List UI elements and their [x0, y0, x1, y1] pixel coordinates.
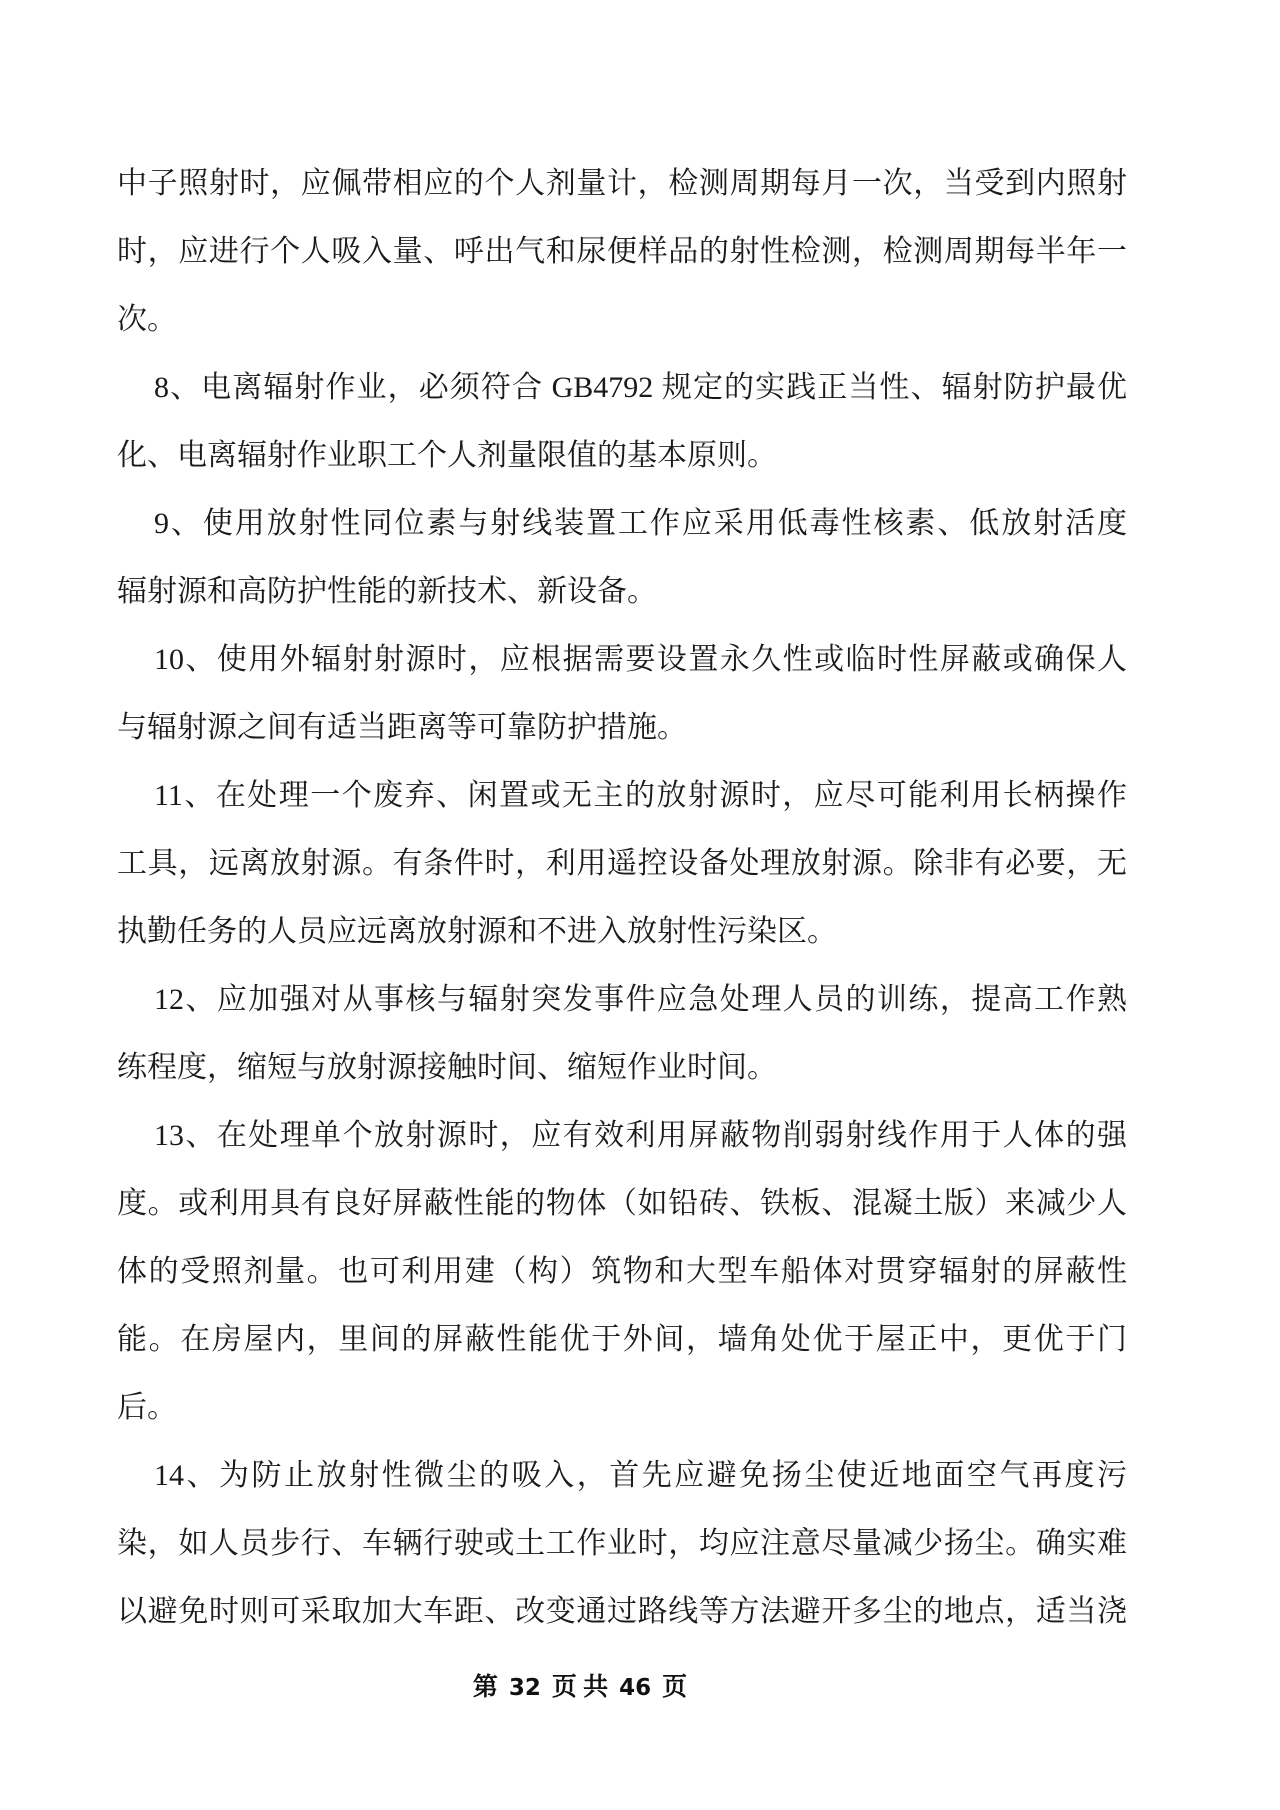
footer-page-label-prefix: 第 — [472, 1674, 498, 1701]
footer-total-number: 46 — [619, 1675, 652, 1701]
footer-page-label-suffix: 页 — [662, 1674, 688, 1701]
text-line: 辐射源和高防护性能的新技术、新设备。 — [117, 575, 657, 608]
text-line: 中子照射时，应佩带相应的个人剂量计，检测周期每月一次，当受到内照射 — [117, 167, 1127, 200]
text-line: 后。 — [117, 1391, 177, 1424]
text-line: 13、在处理单个放射源时，应有效利用屏蔽物削弱射线作用于人体的强 — [154, 1119, 1127, 1152]
page-footer — [0, 1668, 1160, 1708]
text-line: 14、为防止放射性微尘的吸入，首先应避免扬尘使近地面空气再度污 — [154, 1459, 1127, 1492]
text-line: 度。或利用具有良好屏蔽性能的物体（如铅砖、铁板、混凝土版）来减少人 — [117, 1187, 1127, 1220]
text-line: 8、电离辐射作业，必须符合 GB4792 规定的实践正当性、辐射防护最优 — [154, 371, 1127, 404]
document-body — [117, 150, 1127, 1646]
text-line: 化、电离辐射作业职工个人剂量限值的基本原则。 — [117, 439, 777, 472]
text-line: 染，如人员步行、车辆行驶或土工作业时，均应注意尽量减少扬尘。确实难 — [117, 1527, 1127, 1560]
text-line: 与辐射源之间有适当距离等可靠防护措施。 — [117, 711, 687, 744]
text-line: 12、应加强对从事核与辐射突发事件应急处理人员的训练，提高工作熟 — [154, 983, 1127, 1016]
text-line: 能。在房屋内，里间的屏蔽性能优于外间，墙角处优于屋正中，更优于门 — [117, 1323, 1127, 1356]
text-line: 练程度，缩短与放射源接触时间、缩短作业时间。 — [117, 1051, 777, 1084]
text-line: 10、使用外辐射射源时，应根据需要设置永久性或临时性屏蔽或确保人 — [154, 643, 1127, 676]
text-line: 次。 — [117, 303, 177, 336]
text-line: 9、使用放射性同位素与射线装置工作应采用低毒性核素、低放射活度 — [154, 507, 1127, 540]
text-line: 时，应进行个人吸入量、呼出气和尿便样品的射性检测，检测周期每半年一 — [117, 235, 1127, 268]
text-line: 以避免时则可采取加大车距、改变通过路线等方法避开多尘的地点，适当浇 — [117, 1595, 1127, 1628]
text-line: 工具，远离放射源。有条件时，利用遥控设备处理放射源。除非有必要，无 — [117, 847, 1127, 880]
text-line: 执勤任务的人员应远离放射源和不进入放射性污染区。 — [117, 915, 837, 948]
text-line: 11、在处理一个废弃、闲置或无主的放射源时，应尽可能利用长柄操作 — [154, 779, 1127, 812]
footer-middle-label: 页 共 — [551, 1674, 609, 1701]
text-line: 体的受照剂量。也可利用建（构）筑物和大型车船体对贯穿辐射的屏蔽性 — [117, 1255, 1127, 1288]
footer-page-number: 32 — [508, 1675, 541, 1701]
